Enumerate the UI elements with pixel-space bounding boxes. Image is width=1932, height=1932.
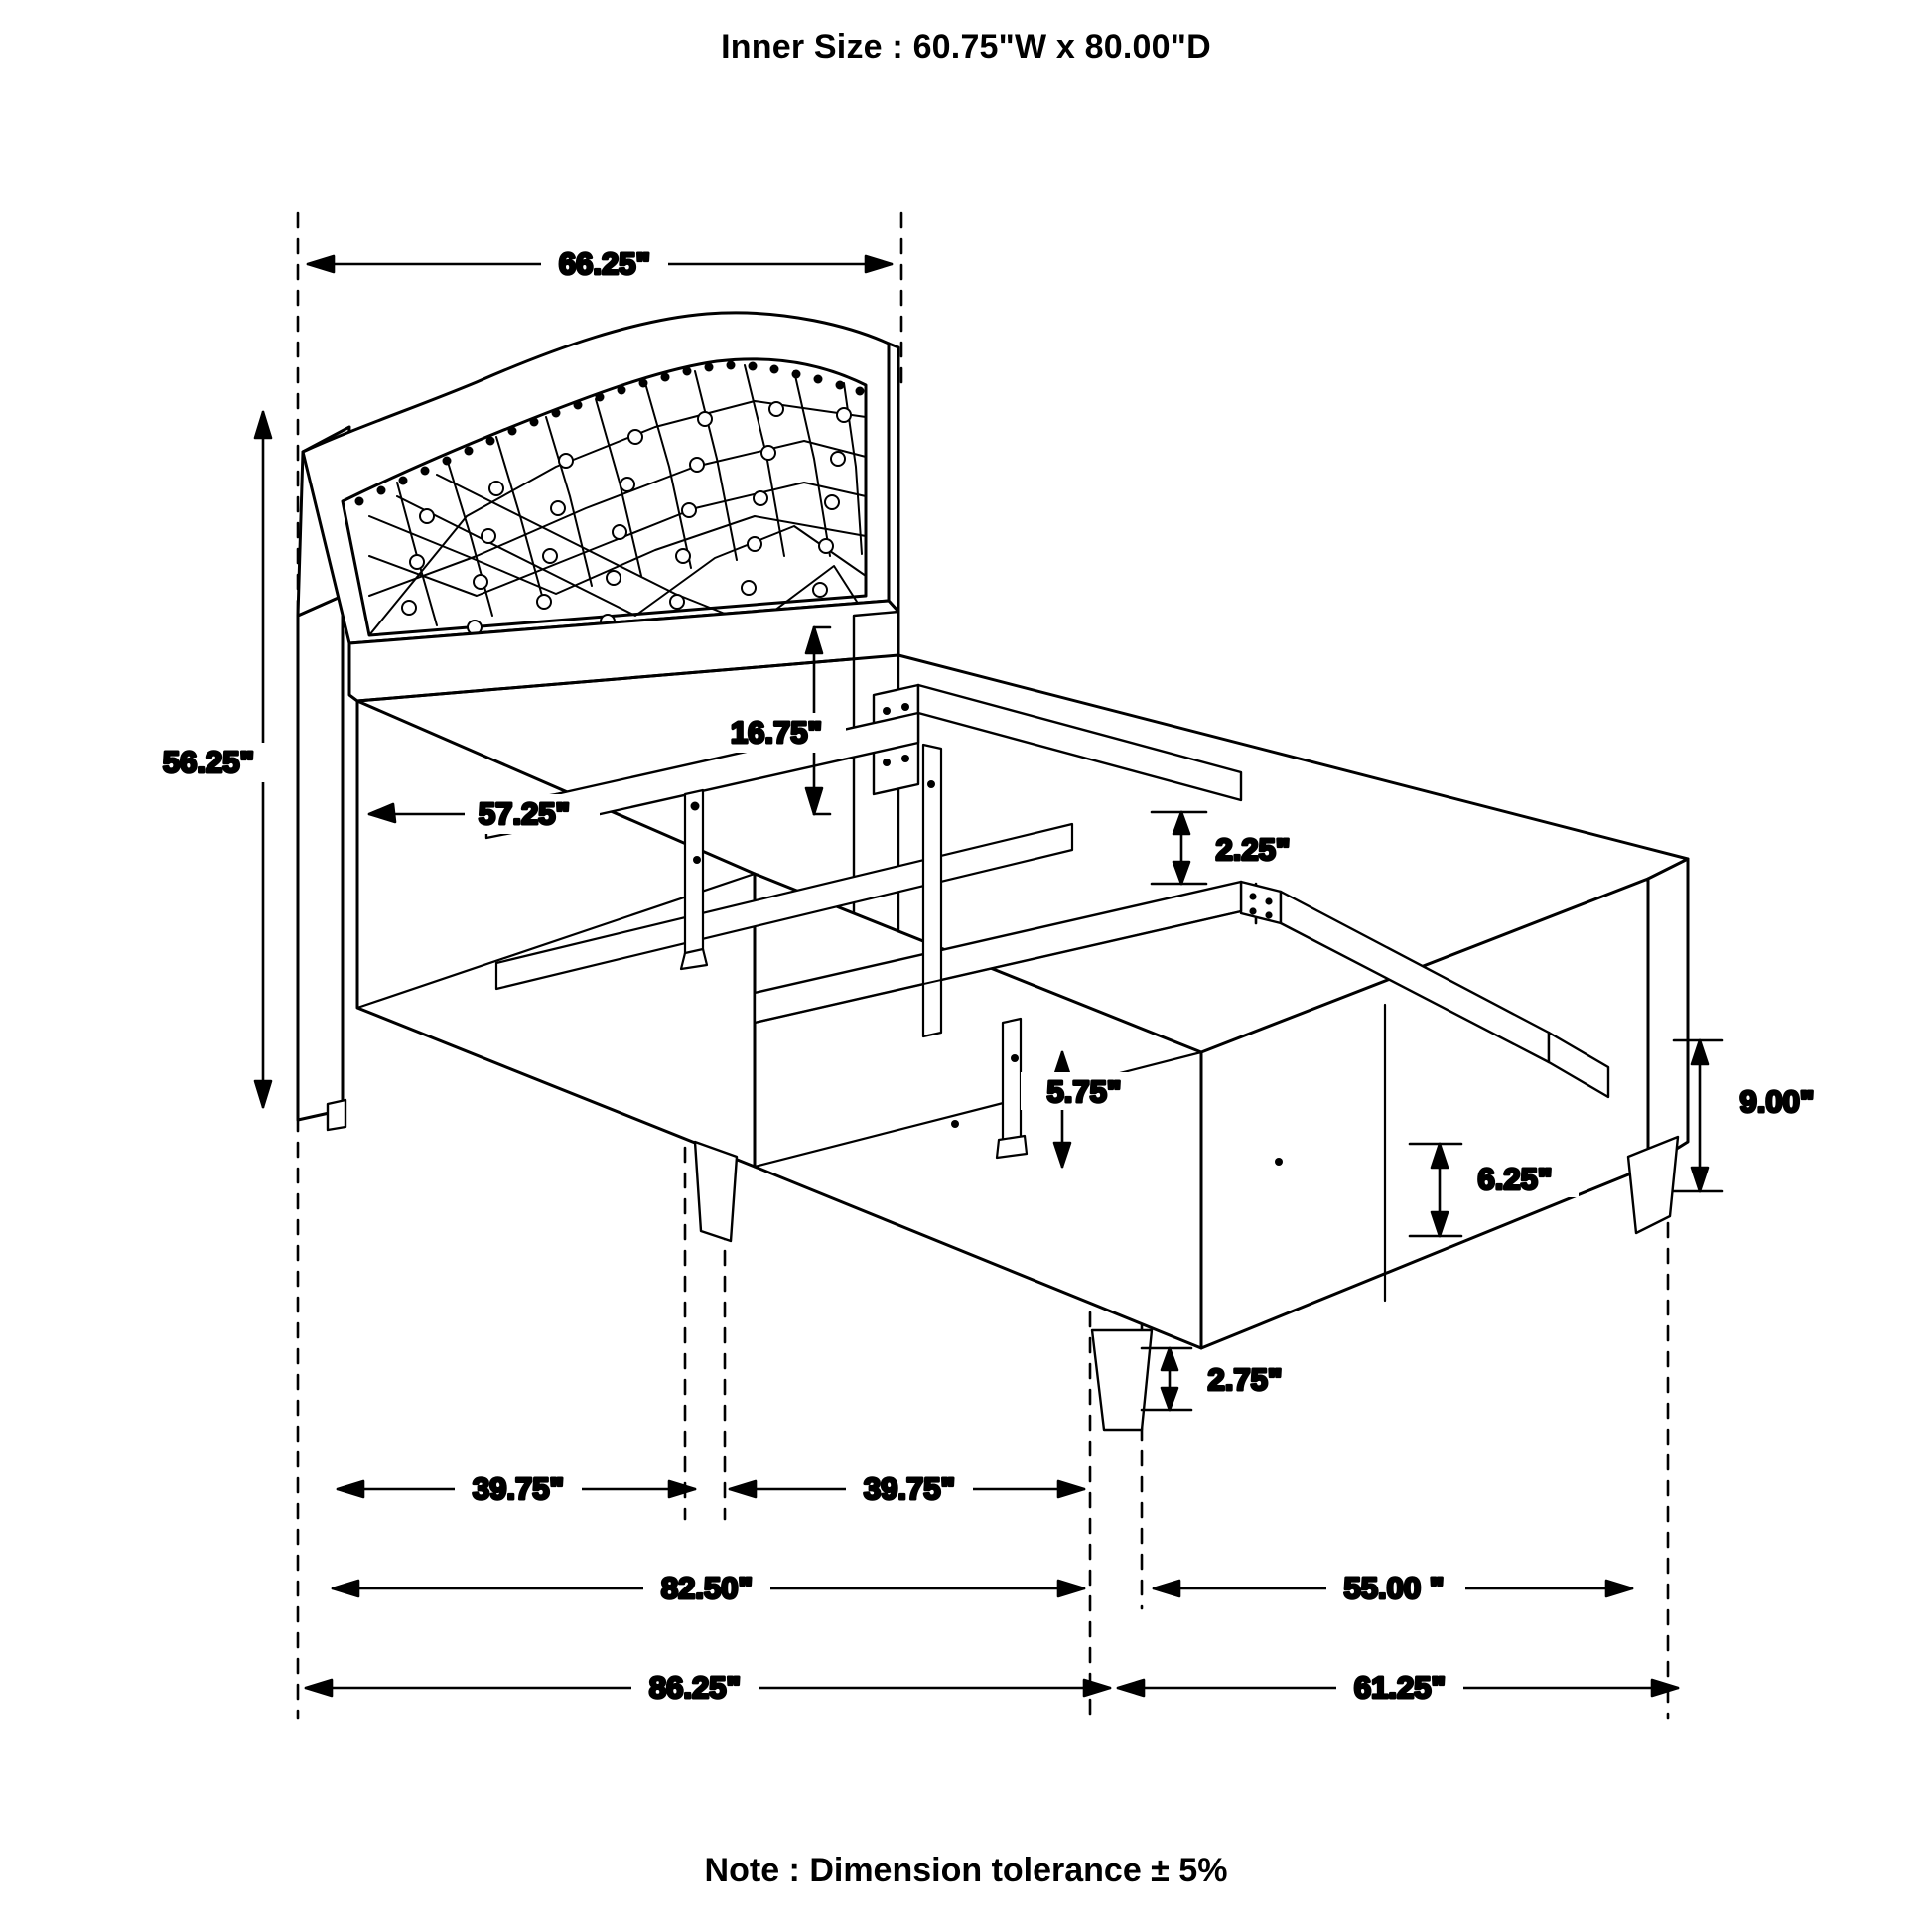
headboard-inner-panel — [343, 359, 866, 635]
center-support-foot-1 — [681, 949, 707, 969]
headboard-right-edge — [889, 344, 898, 612]
center-bracket-foot — [1241, 882, 1281, 923]
center-support-foot-3 — [997, 1136, 1027, 1158]
dim-label-headboard-panel-width: 57.25" — [478, 796, 571, 831]
dim-label-rail-segment-left: 39.75" — [472, 1471, 565, 1506]
center-support-leg-2 — [923, 745, 941, 1036]
dim-label-leg-height: 2.75" — [1207, 1362, 1283, 1397]
dim-label-rail-segment-right: 39.75" — [863, 1471, 956, 1506]
dim-label-rail-offset: 2.25" — [1215, 832, 1291, 867]
tolerance-note: Note : Dimension tolerance ± 5% — [704, 1852, 1228, 1889]
dim-label-inner-length: 82.50" — [660, 1571, 754, 1605]
footboard-right-edge — [1648, 859, 1688, 1167]
page-title: Inner Size : 60.75"W x 80.00"D — [721, 28, 1211, 66]
dim-label-rail-height: 6.25" — [1477, 1162, 1553, 1196]
center-support-leg-1 — [685, 790, 703, 957]
dim-label-overall-length: 86.25" — [648, 1670, 742, 1705]
center-support-leg-3 — [1003, 1019, 1021, 1146]
footboard-rail — [1201, 879, 1648, 1348]
dim-label-overall-width: 61.25" — [1353, 1670, 1447, 1705]
deck-edge-right-top — [898, 655, 1688, 859]
dim-label-headboard-width: 66.25" — [558, 246, 651, 281]
dim-label-footboard-inner-width: 55.00 " — [1343, 1571, 1445, 1605]
leg-front-center — [1092, 1330, 1152, 1430]
leg-head-left — [328, 1100, 345, 1130]
dim-label-upper-panel-height: 16.75" — [730, 715, 823, 750]
leg-front-left — [695, 1142, 737, 1241]
dim-label-overall-height: 56.25" — [162, 745, 255, 779]
dim-label-deck-height: 9.00" — [1739, 1084, 1815, 1119]
headboard-left-post — [298, 596, 343, 1120]
dim-label-slat-clearance: 5.75" — [1046, 1074, 1122, 1109]
